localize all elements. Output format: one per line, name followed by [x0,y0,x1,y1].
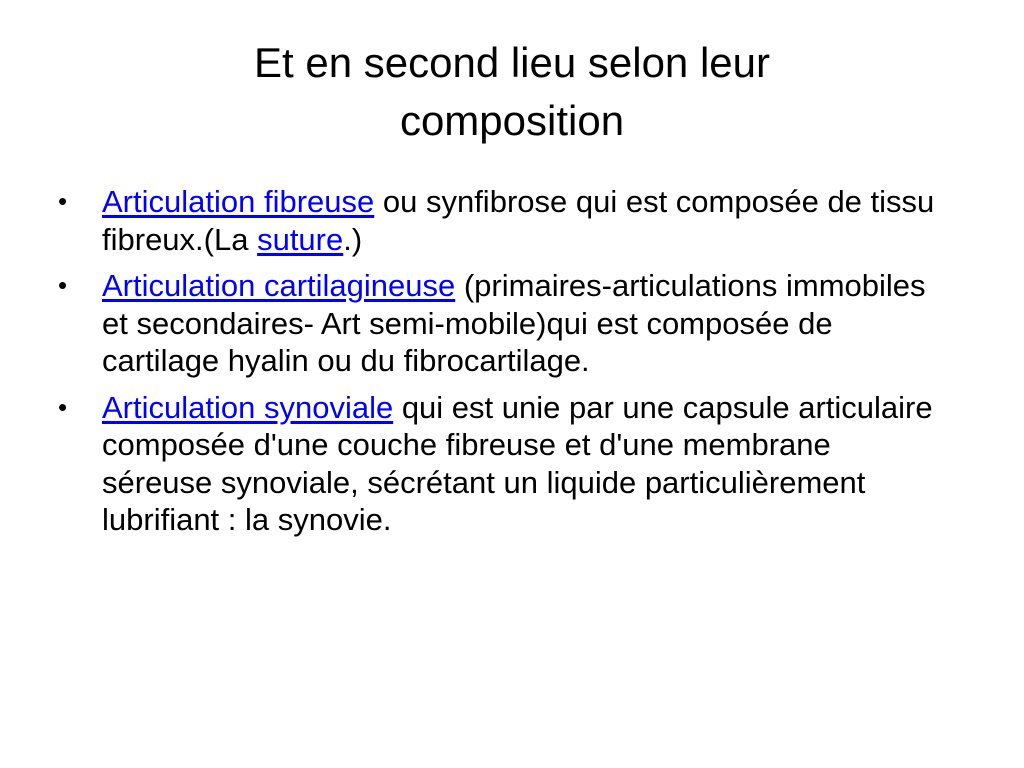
bullet-text: (primaires-articulations immobiles et secondaires- Art semi-mobile)qui est composée de cartilage hyalin ou du fibrocartilage. [102,268,926,378]
bullet-icon: • [58,186,68,216]
link-articulation-fibreuse[interactable]: Articulation fibreuse [102,184,375,219]
slide-title-line-1: Et en second lieu selon leur [254,39,770,86]
bullet-item-fibreuse [58,183,948,258]
bullet-item-synoviale [58,389,948,539]
bullet-icon: • [58,391,68,422]
bullet-item-cartilagineuse [58,267,948,380]
bullet-icon: • [58,270,68,300]
bullet-text: ou synfibrose qui est composée de tissu fibreux.(La [102,184,935,257]
slide-title-line-2: composition [399,97,625,144]
bullet-text: qui est unie par une capsule articulaire composée d'une couche fibreuse et d'une membrane séreuse synoviale, sécrétant un liquide particulièrement lubrifiant : la synovie. [102,389,933,537]
link-suture[interactable]: suture [257,221,344,257]
bullet-list [58,183,948,548]
link-articulation-cartilagineuse[interactable]: Articulation cartilagineuse [102,268,456,303]
slide-title [150,34,874,150]
bullet-text: .) [343,221,363,257]
link-articulation-synoviale[interactable]: Articulation synoviale [102,389,394,425]
